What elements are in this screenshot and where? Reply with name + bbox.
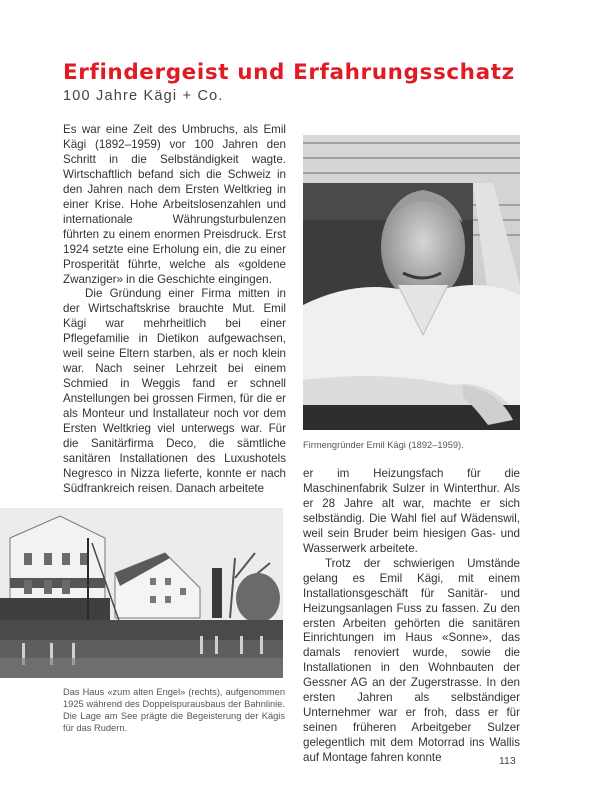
portrait-image <box>303 135 520 430</box>
building-image <box>0 508 283 678</box>
paragraph: Die Gründung einer Firma mitten in der Wirtschaftskrise brauchte Mut. Emil Kägi war mehrheitlich bei einer Pflegefamilie in Dietikon aufgewachsen, weil seine Eltern starben, als er noch klein war. Nach seiner Lehrzeit bei einem Schmied in Weggis fand er schnell Anstellungen bei grossen Firmen, für die er als Monteur und Installateur noch vor dem Ersten Weltkrieg viel unterwegs war. Für die Sanitärfirma Deco, die sämtliche sanitären Installationen des Luxushotels Negresco in Nizza lieferte, konnte er nach Südfrankreich reisen. Danach arbeitete <box>63 287 286 495</box>
building-photo <box>0 508 283 678</box>
paragraph: er im Heizungsfach für die Maschinenfabrik Sulzer in Winterthur. Als er 28 Jahre alt war, machte er sich selbständig. Die Wahl fiel auf Wädenswil, weil sein Bruder beim hiesigen Gas- und Wasserwerk arbeitete. <box>303 467 520 555</box>
page-number: 113 <box>499 755 516 767</box>
portrait-caption: Firmengründer Emil Kägi (1892–1959). <box>303 440 464 450</box>
building-caption: Das Haus «zum alten Engel» (rechts), aufgenommen 1925 während des Doppelspurausbaus der Bahnlinie. Die Lage am See prägte die Begeisterung der Kägis für das Rudern. <box>63 687 285 733</box>
paragraph: Trotz der schwierigen Umstände gelang es Emil Kägi, mit einem Installationsgeschäft für Sanitär- und Heizungsanlagen Fuss zu fassen. Zu den ersten Arbeiten gehörten die sanitären Einrichtungen im Haus «Sonne», das damals renoviert wurde, sowie die Installationen in den Wohnbauten der Gessner AG an der Zugerstrasse. In den ersten Jahren als selbständiger Unternehmer war er froh, dass er für seinen früheren Arbeitgeber Sulzer gelegentlich mit dem Motorrad ins Wallis auf Montage fahren konnte <box>303 556 520 765</box>
body-column-left <box>63 123 286 497</box>
portrait-photo <box>303 135 520 430</box>
page-title: Erfindergeist und Erfahrungsschatz <box>63 60 515 85</box>
paragraph: Es war eine Zeit des Umbruchs, als Emil Kägi (1892–1959) vor 100 Jahren den Schritt in die Selbständigkeit wagte. Wirtschaftlich befand sich die Schweiz in den Jahren nach dem Ersten Weltkrieg in einer Krise. Hohe Arbeitslosenzahlen und internationale Währungsturbulenzen führten zu einem enormen Preisdruck. Erst 1924 setzte eine Erholung ein, die zu einer Prosperität führte, welche als «goldene Zwanziger» in die Geschichte eingingen. <box>63 123 286 286</box>
body-column-right <box>303 467 520 766</box>
page-subtitle: 100 Jahre Kägi + Co. <box>63 88 224 104</box>
